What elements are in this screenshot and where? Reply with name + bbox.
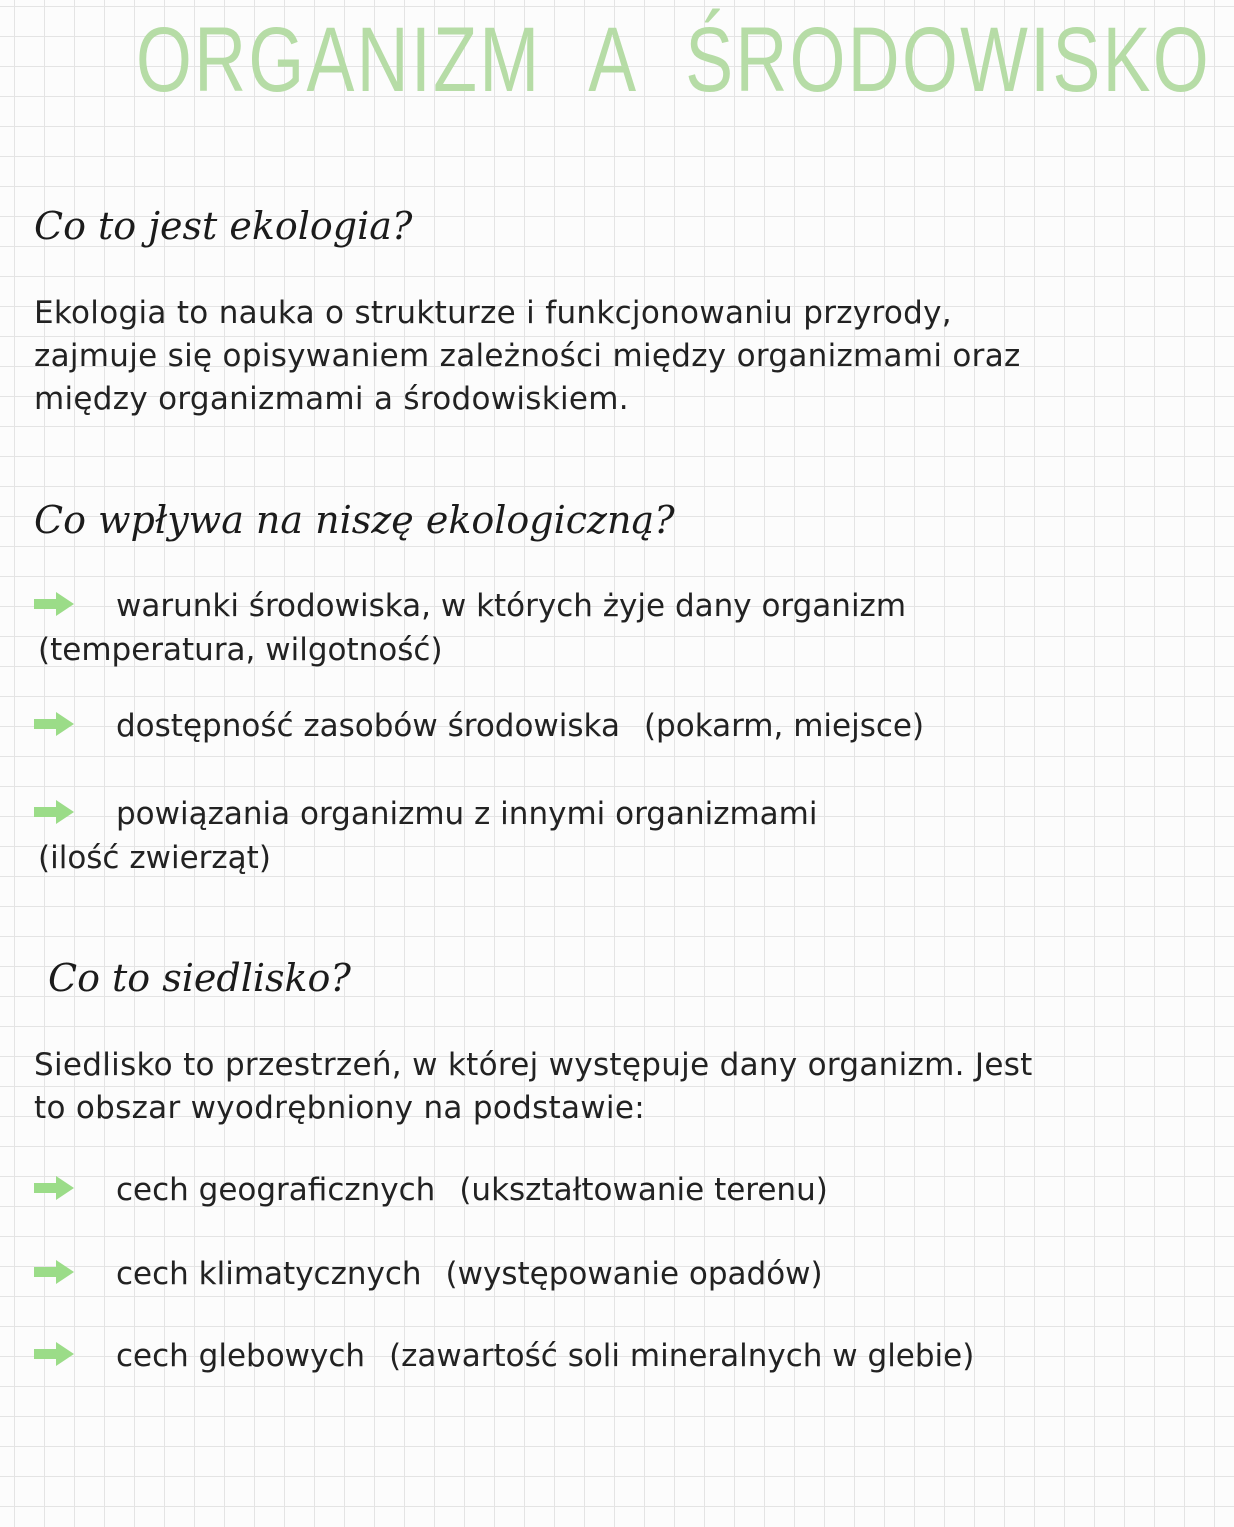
niche-item-detail: (ilość zwierząt) xyxy=(38,840,271,876)
habitat-item-text: cech klimatycznych xyxy=(116,1256,422,1292)
arrow-right-icon xyxy=(34,1176,74,1200)
title-word-environment: ŚRODOWISKO xyxy=(685,9,1212,111)
arrow-right-icon xyxy=(34,1342,74,1366)
habitat-item-detail: (zawartość soli mineralnych w glebie) xyxy=(389,1338,975,1374)
habitat-item-text: cech glebowych xyxy=(116,1338,366,1374)
niche-item-3 xyxy=(34,792,1074,880)
niche-item-text: warunki środowiska, w których żyje dany organizm xyxy=(116,588,907,624)
question-habitat: Co to siedlisko? xyxy=(48,956,351,1000)
title-word-a: A xyxy=(588,9,639,111)
niche-item-text: dostępność zasobów środowiska xyxy=(116,708,620,744)
habitat-item-text: cech geograficznych xyxy=(116,1172,436,1208)
niche-item-2 xyxy=(34,704,1074,748)
habitat-item-detail: (ukształtowanie terenu) xyxy=(459,1172,828,1208)
answer-habitat: Siedlisko to przestrzeń, w której występuje dany organizm. Jest to obszar wyodrębniony na podstawie: xyxy=(34,1047,1033,1126)
question-ecology: Co to jest ekologia? xyxy=(34,204,413,248)
niche-item-1 xyxy=(34,584,1074,672)
page-title xyxy=(113,8,1212,113)
title-word-organism: ORGANIZM xyxy=(136,9,542,111)
niche-item-text: powiązania organizmu z innymi organizmami xyxy=(116,796,818,832)
arrow-right-icon xyxy=(34,800,74,824)
habitat-item-detail: (występowanie opadów) xyxy=(445,1256,823,1292)
habitat-item-1 xyxy=(34,1168,1074,1212)
arrow-right-icon xyxy=(34,592,74,616)
niche-item-detail: (pokarm, miejsce) xyxy=(643,708,925,744)
habitat-item-3 xyxy=(34,1334,1074,1378)
niche-item-detail: (temperatura, wilgotność) xyxy=(38,632,443,668)
answer-ecology: Ekologia to nauka o strukturze i funkcjonowaniu przyrody, zajmuje się opisywaniem zależności między organizmami oraz między organizmami a środowiskiem. xyxy=(34,295,1021,417)
habitat-item-2 xyxy=(34,1252,1074,1296)
arrow-right-icon xyxy=(34,712,74,736)
question-niche: Co wpływa na niszę ekologiczną? xyxy=(34,498,675,542)
arrow-right-icon xyxy=(34,1260,74,1284)
